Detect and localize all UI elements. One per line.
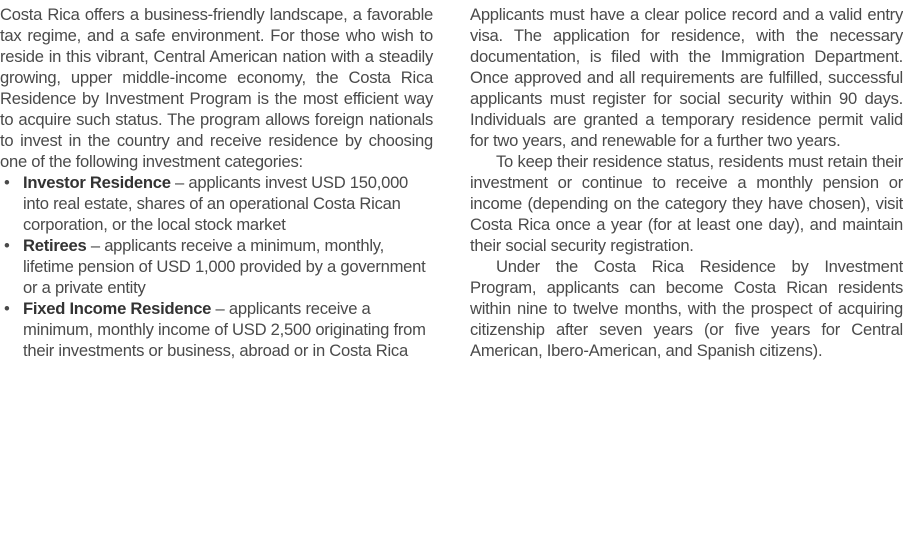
investment-categories-list bbox=[0, 172, 433, 361]
category-description: – applicants invest USD 150,000 into real estate, shares of an operational Costa Rican corporation, or the local stock market bbox=[23, 173, 409, 234]
intro-paragraph: Costa Rica offers a business-friendly landscape, a favorable tax regime, and a safe environment. For those who wish to reside in this vibrant, Central American nation with a steadily growing, upper middle-income economy, the Costa Rica Residence by Investment Program is the most efficient way to acquire such status. The program allows foreign nationals to invest in the country and receive residence by choosing one of the following investment categories: bbox=[0, 5, 433, 171]
bullet-icon: • bbox=[4, 236, 10, 255]
maintenance-paragraph: To keep their residence status, residents must retain their investment or continue to receive a monthly pension or income (depending on the category they have chosen), visit Costa Rica once a year (for at least one day), and maintain their social security registration. bbox=[470, 152, 903, 255]
category-description: – applicants receive a minimum, monthly income of USD 2,500 originating from their investments or business, abroad or in Costa Rica bbox=[23, 299, 426, 360]
bullet-icon: • bbox=[4, 299, 10, 318]
list-item bbox=[0, 298, 433, 361]
right-column bbox=[470, 4, 903, 361]
category-term: Investor Residence bbox=[23, 173, 171, 192]
bullet-icon: • bbox=[4, 173, 10, 192]
list-item bbox=[0, 235, 433, 298]
left-column bbox=[0, 4, 433, 361]
category-term: Fixed Income Residence bbox=[23, 299, 212, 318]
category-term: Retirees bbox=[23, 236, 87, 255]
category-description: – applicants receive a minimum, monthly, lifetime pension of USD 1,000 provided by a government or a private entity bbox=[23, 236, 426, 297]
citizenship-paragraph: Under the Costa Rica Residence by Investment Program, applicants can become Costa Rican residents within nine to twelve months, with the prospect of acquiring citizenship after seven years (or five years for Central American, Ibero-American, and Spanish citizens). bbox=[470, 257, 903, 360]
requirements-paragraph: Applicants must have a clear police record and a valid entry visa. The application for residence, with the necessary documentation, is filed with the Immigration Department. Once approved and all requirements are fulfilled, successful applicants must register for social security within 90 days. Individuals are granted a temporary residence permit valid for two years, and renewable for a further two years. bbox=[470, 5, 903, 150]
list-item bbox=[0, 172, 433, 235]
